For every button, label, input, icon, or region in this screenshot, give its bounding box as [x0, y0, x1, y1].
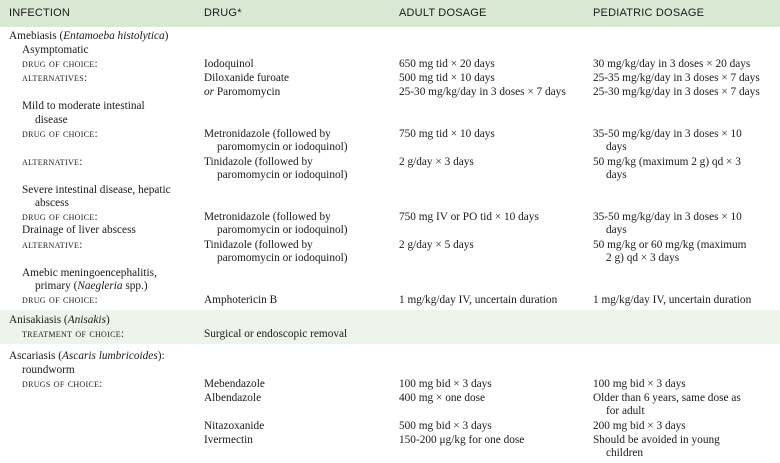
pediatric-dose-cont: 2 g) qd × 3 days	[606, 252, 680, 264]
drug-amphotericin: Amphotericin B	[204, 294, 278, 306]
drug-tinidazole-cont: paromomycin or iodoquinol)	[217, 169, 348, 181]
pediatric-dose: 35-50 mg/kg/day in 3 doses × 10	[593, 211, 742, 223]
anisakiasis-title: Anisakiasis (Anisakis)	[9, 314, 110, 326]
drug-metronidazole: Metronidazole (followed by	[204, 128, 331, 140]
header-pediatric-dosage: PEDIATRIC DOSAGE	[593, 7, 705, 19]
adult-dose: 750 mg IV or PO tid × 10 days	[399, 211, 539, 223]
pediatric-dose: 30 mg/kg/day in 3 doses × 20 days	[593, 58, 751, 70]
header-infection: INFECTION	[9, 7, 71, 19]
amebic-meningo-label: Amebic meningoencephalitis,	[22, 267, 157, 279]
adult-dose: 150-200 μg/kg for one dose	[399, 434, 525, 446]
amebic-meningo-label-cont: primary (Naegleria spp.)	[35, 280, 148, 292]
pediatric-dose: 50 mg/kg (maximum 2 g) qd × 3	[593, 156, 741, 168]
pediatric-dose-cont: children	[606, 447, 644, 459]
treatment-removal: Surgical or endoscopic removal	[204, 328, 348, 340]
adult-dose: 400 mg × one dose	[399, 392, 486, 404]
pediatric-dose: 100 mg bid × 3 days	[593, 378, 686, 390]
asymptomatic-label: Asymptomatic	[22, 44, 89, 56]
drug-tinidazole: Tinidazole (followed by	[204, 156, 313, 168]
drug-paromomycin: or Paromomycin	[204, 86, 281, 98]
drugs-of-choice-label: drugs of choice:	[22, 378, 103, 390]
alternatives-label: alternatives:	[22, 72, 88, 84]
pediatric-dose: Should be avoided in young	[593, 434, 720, 446]
pediatric-dose: Older than 6 years, same dose as	[593, 392, 741, 404]
drug-of-choice-label: drug of choice:	[22, 128, 98, 140]
ascariasis-title: Ascariasis (Ascaris lumbricoides):	[9, 350, 165, 362]
drug-iodoquinol: Iodoquinol	[204, 58, 254, 70]
pediatric-dose: 50 mg/kg or 60 mg/kg (maximum	[593, 239, 747, 251]
adult-dose: 1 mg/kg/day IV, uncertain duration	[399, 294, 558, 306]
ascariasis-title-cont: roundworm	[22, 364, 75, 376]
header-adult-dosage: ADULT DOSAGE	[399, 7, 487, 19]
treatment-of-choice-label: treatment of choice:	[22, 328, 125, 340]
drug-metronidazole-cont: paromomycin or iodoquinol)	[217, 224, 348, 236]
adult-dose: 500 mg tid × 10 days	[399, 72, 495, 84]
drug-metronidazole: Metronidazole (followed by	[204, 211, 331, 223]
pediatric-dose: 200 mg bid × 3 days	[593, 420, 686, 432]
severe-disease-label-cont: abscess	[35, 197, 69, 209]
adult-dose: 750 mg tid × 10 days	[399, 128, 495, 140]
pediatric-dose: 25-35 mg/kg/day in 3 doses × 7 days	[593, 72, 760, 84]
drug-tinidazole-cont: paromomycin or iodoquinol)	[217, 252, 348, 264]
mild-disease-label-cont: disease	[35, 114, 68, 126]
table-header	[0, 0, 780, 27]
mild-disease-label: Mild to moderate intestinal	[22, 100, 145, 112]
pediatric-dose-cont: days	[606, 141, 627, 153]
adult-dose: 500 mg bid × 3 days	[399, 420, 492, 432]
drug-nitazoxanide: Nitazoxanide	[204, 420, 265, 432]
drug-diloxanide: Diloxanide furoate	[204, 72, 290, 84]
pediatric-dose-cont: for adult	[606, 405, 645, 417]
pediatric-dose: 25-30 mg/kg/day in 3 doses × 7 days	[593, 86, 760, 98]
pediatric-dose: 35-50 mg/kg/day in 3 doses × 10	[593, 128, 742, 140]
amebiasis-title: Amebiasis (Entamoeba histolytica)	[9, 30, 169, 42]
drug-of-choice-label: drug of choice:	[22, 294, 98, 306]
adult-dose: 2 g/day × 3 days	[399, 156, 474, 168]
pediatric-dose: 1 mg/kg/day IV, uncertain duration	[593, 294, 752, 306]
drug-of-choice-label: drug of choice:	[22, 58, 98, 70]
pediatric-dose-cont: days	[606, 169, 627, 181]
severe-disease-label: Severe intestinal disease, hepatic	[22, 184, 171, 196]
adult-dose: 100 mg bid × 3 days	[399, 378, 492, 390]
drug-ivermectin: Ivermectin	[204, 434, 253, 446]
adult-dose: 25-30 mg/kg/day in 3 doses × 7 days	[399, 86, 566, 98]
drug-mebendazole: Mebendazole	[204, 378, 265, 390]
adult-dose: 2 g/day × 5 days	[399, 239, 474, 251]
alternative-label: alternative:	[22, 239, 83, 251]
drug-albendazole: Albendazole	[204, 392, 262, 404]
drug-of-choice-label: drug of choice:	[22, 211, 98, 223]
alternative-label: alternative:	[22, 156, 83, 168]
header-drug: DRUG*	[204, 7, 242, 19]
drug-tinidazole: Tinidazole (followed by	[204, 239, 313, 251]
drainage-label: Drainage of liver abscess	[22, 224, 136, 236]
pediatric-dose-cont: days	[606, 224, 627, 236]
adult-dose: 650 mg tid × 20 days	[399, 58, 495, 70]
drug-metronidazole-cont: paromomycin or iodoquinol)	[217, 141, 348, 153]
